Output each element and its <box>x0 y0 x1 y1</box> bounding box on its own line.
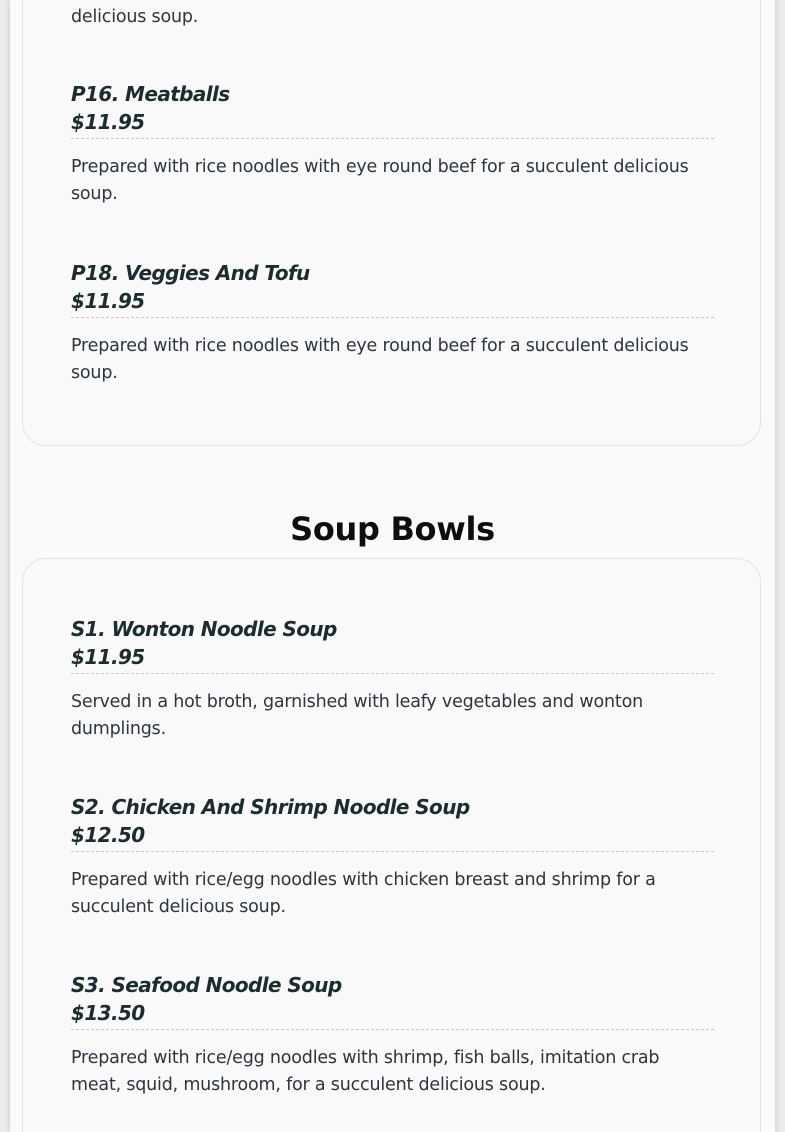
item-description: Served in a hot broth, garnished with leafy vegetables and wonton dumplings. <box>71 692 643 739</box>
item-description: Prepared with rice noodles with eye round beef for a succulent delicious soup. <box>71 336 689 383</box>
item-price: $11.95 <box>71 110 145 134</box>
item-price: $13.50 <box>71 1001 145 1025</box>
item-price: $12.50 <box>71 823 145 847</box>
item-price: $11.95 <box>71 289 145 313</box>
item-divider <box>71 138 714 139</box>
item-name: S1. Wonton Noodle Soup <box>71 617 337 641</box>
menu-section-card <box>22 558 761 1132</box>
menu-section-card <box>22 0 761 446</box>
item-price: $11.95 <box>71 645 145 669</box>
item-divider <box>71 317 714 318</box>
item-name: P16. Meatballs <box>71 82 230 106</box>
item-description: delicious soup. <box>71 7 199 27</box>
menu-page <box>10 0 775 1132</box>
item-divider <box>71 1029 714 1030</box>
item-name: S3. Seafood Noodle Soup <box>71 973 342 997</box>
item-description: Prepared with rice noodles with eye round beef for a succulent delicious soup. <box>71 157 689 204</box>
item-description: Prepared with rice/egg noodles with shrimp, fish balls, imitation crab meat, squid, mushroom, for a succulent delicious soup. <box>71 1048 660 1095</box>
item-description: Prepared with rice/egg noodles with chicken breast and shrimp for a succulent delicious soup. <box>71 870 656 917</box>
item-divider <box>71 673 714 674</box>
item-name: P18. Veggies And Tofu <box>71 261 310 285</box>
item-name: S2. Chicken And Shrimp Noodle Soup <box>71 795 470 819</box>
item-divider <box>71 851 714 852</box>
section-title: Soup Bowls <box>290 510 495 548</box>
